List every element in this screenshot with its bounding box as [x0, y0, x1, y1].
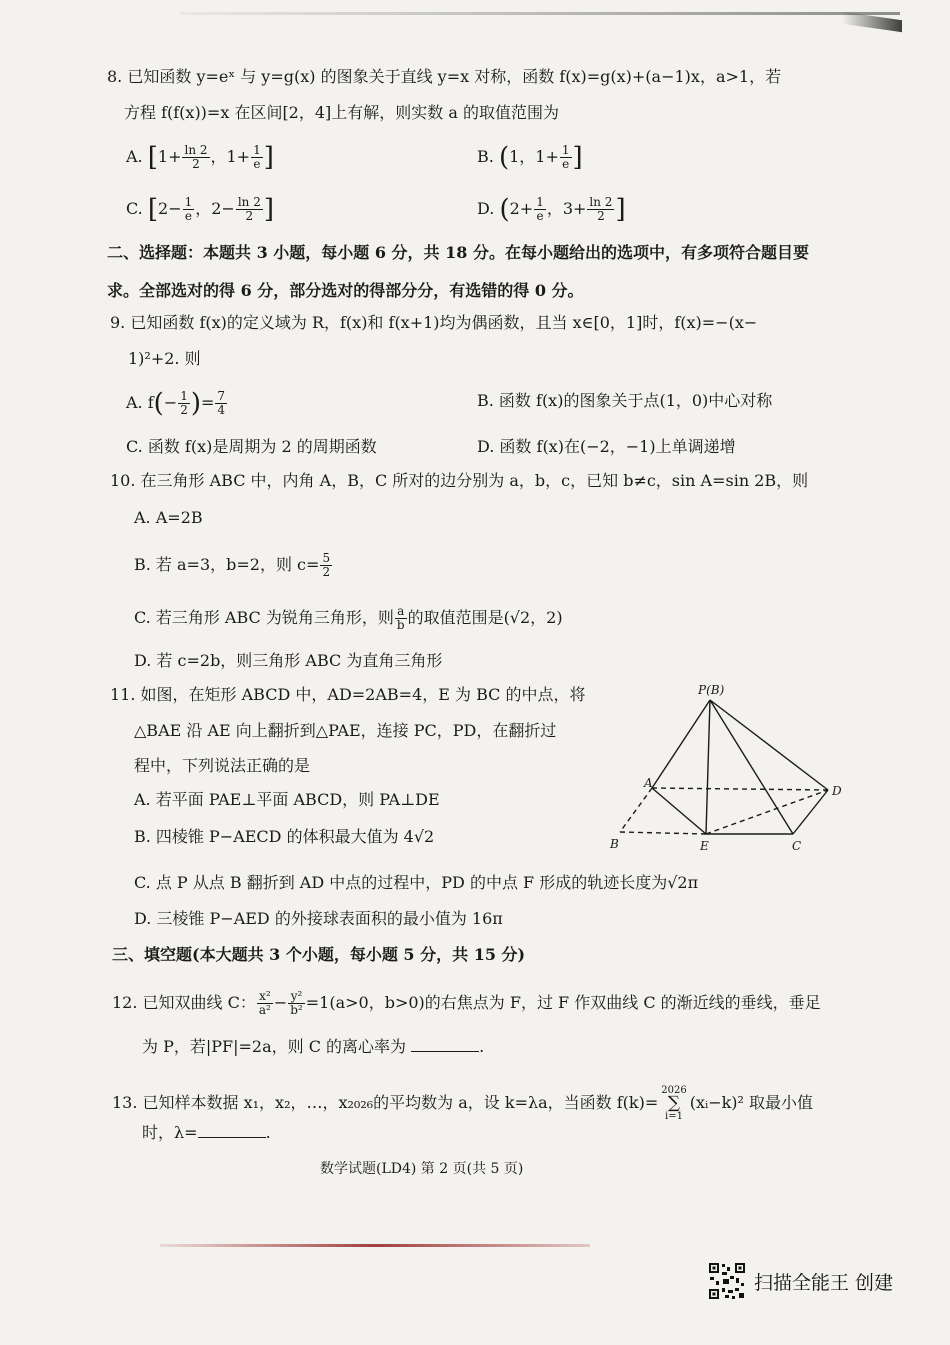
text: 时，λ=	[142, 1123, 198, 1142]
q12-stem-line2	[142, 1036, 484, 1058]
edge-PC	[710, 700, 793, 834]
q10-option-b[interactable]	[134, 552, 333, 579]
bracket: (	[498, 142, 510, 173]
section2-heading-line2: 求。全部选对的得 6 分，部分选对的得部分分，有选错的得 0 分。	[107, 281, 584, 300]
bracket: ]	[572, 142, 583, 173]
sum-sign: ∑	[667, 1093, 681, 1113]
denominator: b²	[290, 1003, 303, 1017]
label-B: B	[610, 837, 619, 851]
label-E: E	[700, 839, 709, 853]
denominator: e	[184, 209, 192, 223]
fraction	[288, 990, 305, 1017]
q11-option-a[interactable]: A. 若平面 PAE⊥平面 ABCD，则 PA⊥DE	[134, 790, 440, 809]
fraction	[320, 552, 332, 579]
q9-stem-line1: 9. 已知函数 f(x)的定义域为 R，f(x)和 f(x+1)均为偶函数，且当 x∈[0，1]时，f(x)=−(x−	[110, 313, 758, 332]
q8-option-a[interactable]	[126, 144, 274, 171]
q9-option-c[interactable]: C. 函数 f(x)是周期为 2 的周期函数	[126, 437, 377, 456]
label-D: D	[832, 784, 842, 798]
bracket: ]	[615, 194, 626, 225]
scan-red-line	[160, 1244, 590, 1247]
denominator: b	[396, 618, 405, 632]
denominator: 4	[217, 403, 226, 417]
bracket: )	[190, 388, 202, 419]
section3-heading: 三、填空题(本大题共 3 个小题，每小题 5 分，共 15 分)	[112, 945, 526, 964]
q11-stem-line1: 11. 如图，在矩形 ABCD 中，AD=2AB=4，E 为 BC 的中点，将	[110, 685, 586, 704]
numerator: ln 2	[184, 143, 208, 157]
bracket: ]	[263, 194, 275, 225]
denominator: 2	[245, 209, 254, 223]
qr-code-icon	[708, 1262, 746, 1300]
q10-option-c[interactable]	[134, 605, 563, 632]
denominator: a²	[258, 1003, 271, 1017]
text: A. f	[126, 393, 154, 412]
text: −	[273, 993, 288, 1012]
fraction	[587, 196, 614, 223]
q11-option-c[interactable]: C. 点 P 从点 B 翻折到 AD 中点的过程中，PD 的中点 F 形成的轨迹长度为√2π	[134, 873, 699, 892]
q11-stem-line3: 程中，下列说法正确的是	[134, 756, 311, 775]
q9-option-d[interactable]: D. 函数 f(x)在(−2，−1)上单调递增	[477, 437, 736, 456]
denominator: e	[253, 157, 261, 171]
numerator: 1	[184, 195, 193, 209]
numerator: 7	[217, 389, 226, 403]
q11-option-d[interactable]: D. 三棱锥 P−AED 的外接球表面积的最小值为 16π	[134, 909, 503, 928]
fraction	[560, 144, 572, 171]
q9-stem-line2: 1)²+2. 则	[128, 349, 201, 368]
edge-AB-dashed	[620, 788, 652, 832]
fraction	[183, 196, 195, 223]
label-P: P(B)	[698, 683, 725, 697]
section2-heading-line1: 二、选择题：本题共 3 小题，每小题 6 分，共 18 分。在每小题给出的选项中，有多项符合题目要	[107, 243, 809, 262]
q8-stem-line1: 8. 已知函数 y=eˣ 与 y=g(x) 的图象关于直线 y=x 对称，函数 f(x)=g(x)+(a−1)x，a>1，若	[107, 67, 782, 86]
bracket: [	[147, 194, 159, 225]
text: 2−	[158, 199, 182, 218]
text: (xᵢ−k)² 取最小值	[689, 1093, 814, 1112]
q8-stem-line2: 方程 f(f(x))=x 在区间[2，4]上有解，则实数 a 的取值范围为	[124, 103, 559, 122]
numerator: ln 2	[237, 195, 261, 209]
text: 的取值范围是(√2，2)	[407, 608, 563, 627]
denominator: 2	[322, 565, 331, 579]
fraction	[182, 144, 209, 171]
bracket: (	[499, 194, 510, 225]
numerator: 5	[322, 551, 331, 565]
edge-BE-dashed	[620, 832, 706, 834]
numerator: y²	[288, 990, 305, 1004]
denominator: e	[536, 209, 544, 223]
q13-stem-line1	[112, 1085, 813, 1122]
text: 1+	[157, 147, 182, 166]
q9-option-a[interactable]	[126, 390, 228, 417]
text: .	[265, 1123, 271, 1142]
q8-option-c[interactable]	[126, 196, 274, 223]
text: C. 若三角形 ABC 为锐角三角形，则	[134, 608, 394, 627]
text: 1，1+	[509, 147, 559, 166]
numerator: 1	[180, 389, 188, 403]
q8-option-d[interactable]	[477, 196, 626, 223]
edge-PE	[706, 700, 710, 834]
label-A: A	[644, 776, 653, 790]
edge-PD	[710, 700, 828, 790]
sum-lower: i=1	[665, 1111, 683, 1122]
denominator: 2	[597, 209, 605, 223]
denominator: e	[562, 157, 570, 171]
fraction	[236, 196, 263, 223]
numerator: a	[395, 605, 407, 619]
denominator: 2	[192, 157, 200, 171]
edge-AD-dashed	[652, 788, 828, 790]
edge-PA	[652, 700, 710, 788]
edge-AE	[652, 788, 706, 834]
scanner-watermark: 扫描全能王 创建	[754, 1272, 894, 1294]
page-footer: 数学试题(LD4) 第 2 页(共 5 页)	[320, 1161, 524, 1177]
numerator: x²	[257, 990, 273, 1004]
q8-option-b[interactable]	[477, 144, 583, 171]
text: ，2−	[195, 199, 235, 218]
option-label: B.	[477, 147, 494, 166]
q11-stem-line2: △BAE 沿 AE 向上翻折到△PAE，连接 PC，PD，在翻折过	[134, 721, 557, 740]
text: B. 若 a=3，b=2，则 c=	[134, 555, 320, 574]
pyramid-figure	[600, 682, 850, 857]
fraction	[257, 990, 273, 1017]
fraction	[178, 390, 190, 417]
fraction	[215, 390, 227, 417]
q9-option-b[interactable]: B. 函数 f(x)的图象关于点(1，0)中心对称	[477, 391, 773, 410]
denominator: 2	[180, 403, 188, 417]
scan-edge-line	[180, 12, 900, 15]
answer-blank[interactable]	[198, 1123, 266, 1138]
text: 12. 已知双曲线 C：	[112, 993, 256, 1012]
text: .	[479, 1037, 485, 1056]
option-label: A.	[126, 147, 143, 166]
option-label: D.	[477, 199, 495, 218]
q10-option-d[interactable]: D. 若 c=2b，则三角形 ABC 为直角三角形	[134, 651, 443, 670]
summation	[659, 1085, 688, 1122]
bracket: [	[147, 142, 158, 173]
fraction	[534, 196, 546, 223]
answer-blank[interactable]	[411, 1037, 479, 1052]
q13-stem-line2	[142, 1122, 271, 1144]
numerator: ln 2	[589, 195, 613, 209]
text: −	[163, 393, 178, 412]
bracket: ]	[263, 142, 274, 173]
fraction	[251, 144, 263, 171]
q11-option-b[interactable]: B. 四棱锥 P−AECD 的体积最大值为 4√2	[134, 827, 435, 846]
sum-upper: 2026	[661, 1085, 687, 1096]
numerator: 1	[561, 143, 570, 157]
text: 2+	[509, 199, 534, 218]
text: ，1+	[210, 147, 251, 166]
numerator: 1	[536, 195, 544, 209]
numerator: 1	[253, 143, 261, 157]
label-C: C	[792, 839, 802, 853]
fraction	[395, 605, 407, 632]
option-label: C.	[126, 199, 143, 218]
q10-option-a[interactable]: A. A=2B	[134, 508, 203, 527]
text: 为 P，若|PF|=2a，则 C 的离心率为	[142, 1037, 407, 1056]
bracket: (	[153, 388, 164, 419]
text: ，3+	[546, 199, 587, 218]
text: 13. 已知样本数据 x₁，x₂，…，x₂₀₂₆的平均数为 a，设 k=λa，当函数 f(k)=	[112, 1093, 659, 1112]
q12-stem-line1	[112, 990, 821, 1017]
q10-stem: 10. 在三角形 ABC 中，内角 A，B，C 所对的边分别为 a，b，c，已知 b≠c，sin A=sin 2B，则	[110, 471, 809, 490]
text: =	[201, 393, 215, 412]
text: =1(a>0，b>0)的右焦点为 F，过 F 作双曲线 C 的渐近线的垂线，垂足	[305, 993, 821, 1012]
